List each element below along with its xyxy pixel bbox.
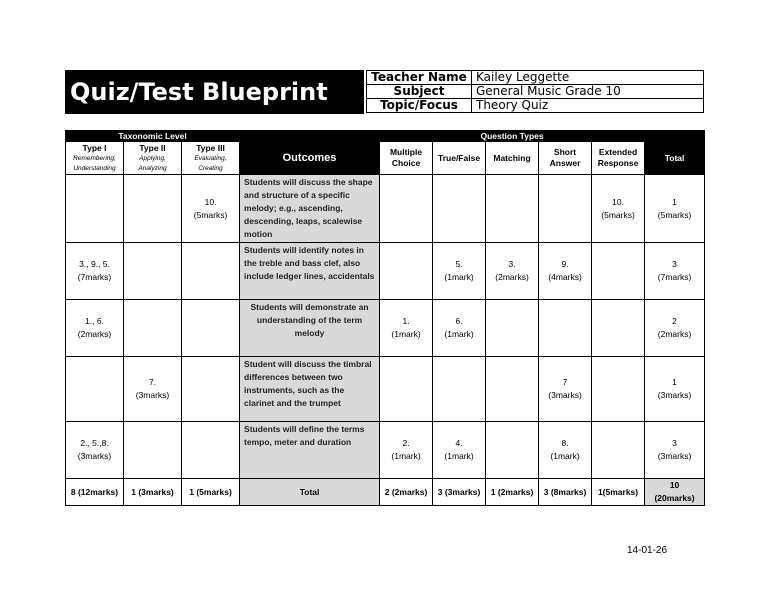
type2-cell: [124, 243, 182, 300]
er-cell: 10. (5marks): [592, 175, 645, 243]
sa-cell: 8. (1mark): [539, 422, 592, 479]
type1-cell: 1., 6. (2marks): [66, 300, 124, 357]
blueprint-table: [65, 130, 705, 506]
table-row: [66, 175, 705, 243]
grand-total: 10 (20marks): [645, 479, 705, 506]
type2-cell: 7. (3marks): [124, 357, 182, 422]
matching-cell: [486, 422, 539, 479]
subject-value: General Music Grade 10: [472, 85, 704, 99]
teacher-name-value: Kailey Leggette: [472, 71, 704, 85]
info-row-topic: [367, 99, 704, 113]
page-title: Quiz/Test Blueprint: [65, 70, 364, 114]
er-cell: [592, 422, 645, 479]
type2-header: [124, 142, 182, 175]
table-row: [66, 422, 705, 479]
topic-label: Topic/Focus: [367, 99, 472, 113]
extended-response-header: Extended Response: [592, 142, 645, 175]
total-cell: 3 (3marks): [645, 422, 705, 479]
mc-cell: [380, 243, 433, 300]
type1-cell: 3., 9., 5. (7marks): [66, 243, 124, 300]
outcomes-spacer: [240, 131, 380, 142]
type2-title: Type II: [139, 142, 166, 153]
type3-subtitle: Evaluating, Creating: [194, 154, 227, 172]
type2-cell: [124, 300, 182, 357]
total-cell: 3 (7marks): [645, 243, 705, 300]
table-row: [66, 300, 705, 357]
true-false-header: True/False: [433, 142, 486, 175]
type2-subtitle: Applying, Analyzing: [138, 154, 167, 172]
type3-cell: [182, 357, 240, 422]
matching-total: 1 (2marks): [486, 479, 539, 506]
type3-header: [182, 142, 240, 175]
matching-cell: [486, 175, 539, 243]
type1-cell: [66, 357, 124, 422]
mc-cell: [380, 175, 433, 243]
info-row-subject: [367, 85, 704, 99]
type1-total: 8 (12marks): [66, 479, 124, 506]
matching-header: Matching: [486, 142, 539, 175]
tf-cell: 4. (1mark): [433, 422, 486, 479]
sa-total: 3 (8marks): [539, 479, 592, 506]
total-header: Total: [645, 142, 705, 175]
multiple-choice-header: Multiple Choice: [380, 142, 433, 175]
matching-cell: [486, 300, 539, 357]
type3-cell: [182, 243, 240, 300]
type2-total: 1 (3marks): [124, 479, 182, 506]
header-row-groups: [66, 131, 705, 142]
mc-total: 2 (2marks): [380, 479, 433, 506]
matching-cell: [486, 357, 539, 422]
question-types-header: Question Types: [380, 131, 645, 142]
totals-label: Total: [240, 479, 380, 506]
outcome-cell: Students will identify notes in the treble and bass clef, also include ledger lines, accidentals: [240, 243, 380, 300]
type1-header: [66, 142, 124, 175]
er-cell: [592, 357, 645, 422]
sa-cell: 7 (3marks): [539, 357, 592, 422]
outcome-cell: Students will define the terms tempo, meter and duration: [240, 422, 380, 479]
total-cell: 1 (3marks): [645, 357, 705, 422]
subject-label: Subject: [367, 85, 472, 99]
outcome-cell: Students will demonstrate an understanding of the term melody: [240, 300, 380, 357]
outcome-cell: Students will discuss the shape and structure of a specific melody; e.g., ascending, descending, leaps, scalewise motion: [240, 175, 380, 243]
table-row: [66, 357, 705, 422]
tf-cell: 5. (1mark): [433, 243, 486, 300]
totals-row: [66, 479, 705, 506]
sa-cell: 9. (4marks): [539, 243, 592, 300]
type3-cell: [182, 300, 240, 357]
type1-subtitle: Remembering, Understanding: [73, 154, 116, 172]
type2-cell: [124, 175, 182, 243]
total-spacer: [645, 131, 705, 142]
er-total: 1(5marks): [592, 479, 645, 506]
mc-cell: [380, 357, 433, 422]
type1-cell: 2., 5.,8. (3marks): [66, 422, 124, 479]
teacher-name-label: Teacher Name: [367, 71, 472, 85]
table-row: [66, 243, 705, 300]
total-cell: 2 (2marks): [645, 300, 705, 357]
er-cell: [592, 300, 645, 357]
tf-total: 3 (3marks): [433, 479, 486, 506]
mc-cell: 1. (1mark): [380, 300, 433, 357]
outcomes-header: Outcomes: [240, 142, 380, 175]
type3-title: Type III: [196, 142, 225, 153]
tf-cell: 6. (1mark): [433, 300, 486, 357]
type2-cell: [124, 422, 182, 479]
type1-cell: [66, 175, 124, 243]
matching-cell: 3. (2marks): [486, 243, 539, 300]
type3-cell: [182, 422, 240, 479]
er-cell: [592, 243, 645, 300]
topic-value: Theory Quiz: [472, 99, 704, 113]
type3-total: 1 (5marks): [182, 479, 240, 506]
header-row-columns: [66, 142, 705, 175]
short-answer-header: Short Answer: [539, 142, 592, 175]
sa-cell: [539, 300, 592, 357]
taxonomic-level-header: Taxonomic Level: [66, 131, 240, 142]
sa-cell: [539, 175, 592, 243]
info-row-teacher: [367, 71, 704, 85]
date-footer: 14-01-26: [627, 545, 668, 556]
type3-cell: 10. (5marks): [182, 175, 240, 243]
tf-cell: [433, 175, 486, 243]
mc-cell: 2. (1mark): [380, 422, 433, 479]
type1-title: Type I: [82, 142, 107, 153]
outcome-cell: Student will discuss the timbral differences between two instruments, such as the clarinet and the trumpet: [240, 357, 380, 422]
tf-cell: [433, 357, 486, 422]
info-table: [366, 70, 704, 113]
total-cell: 1 (5marks): [645, 175, 705, 243]
